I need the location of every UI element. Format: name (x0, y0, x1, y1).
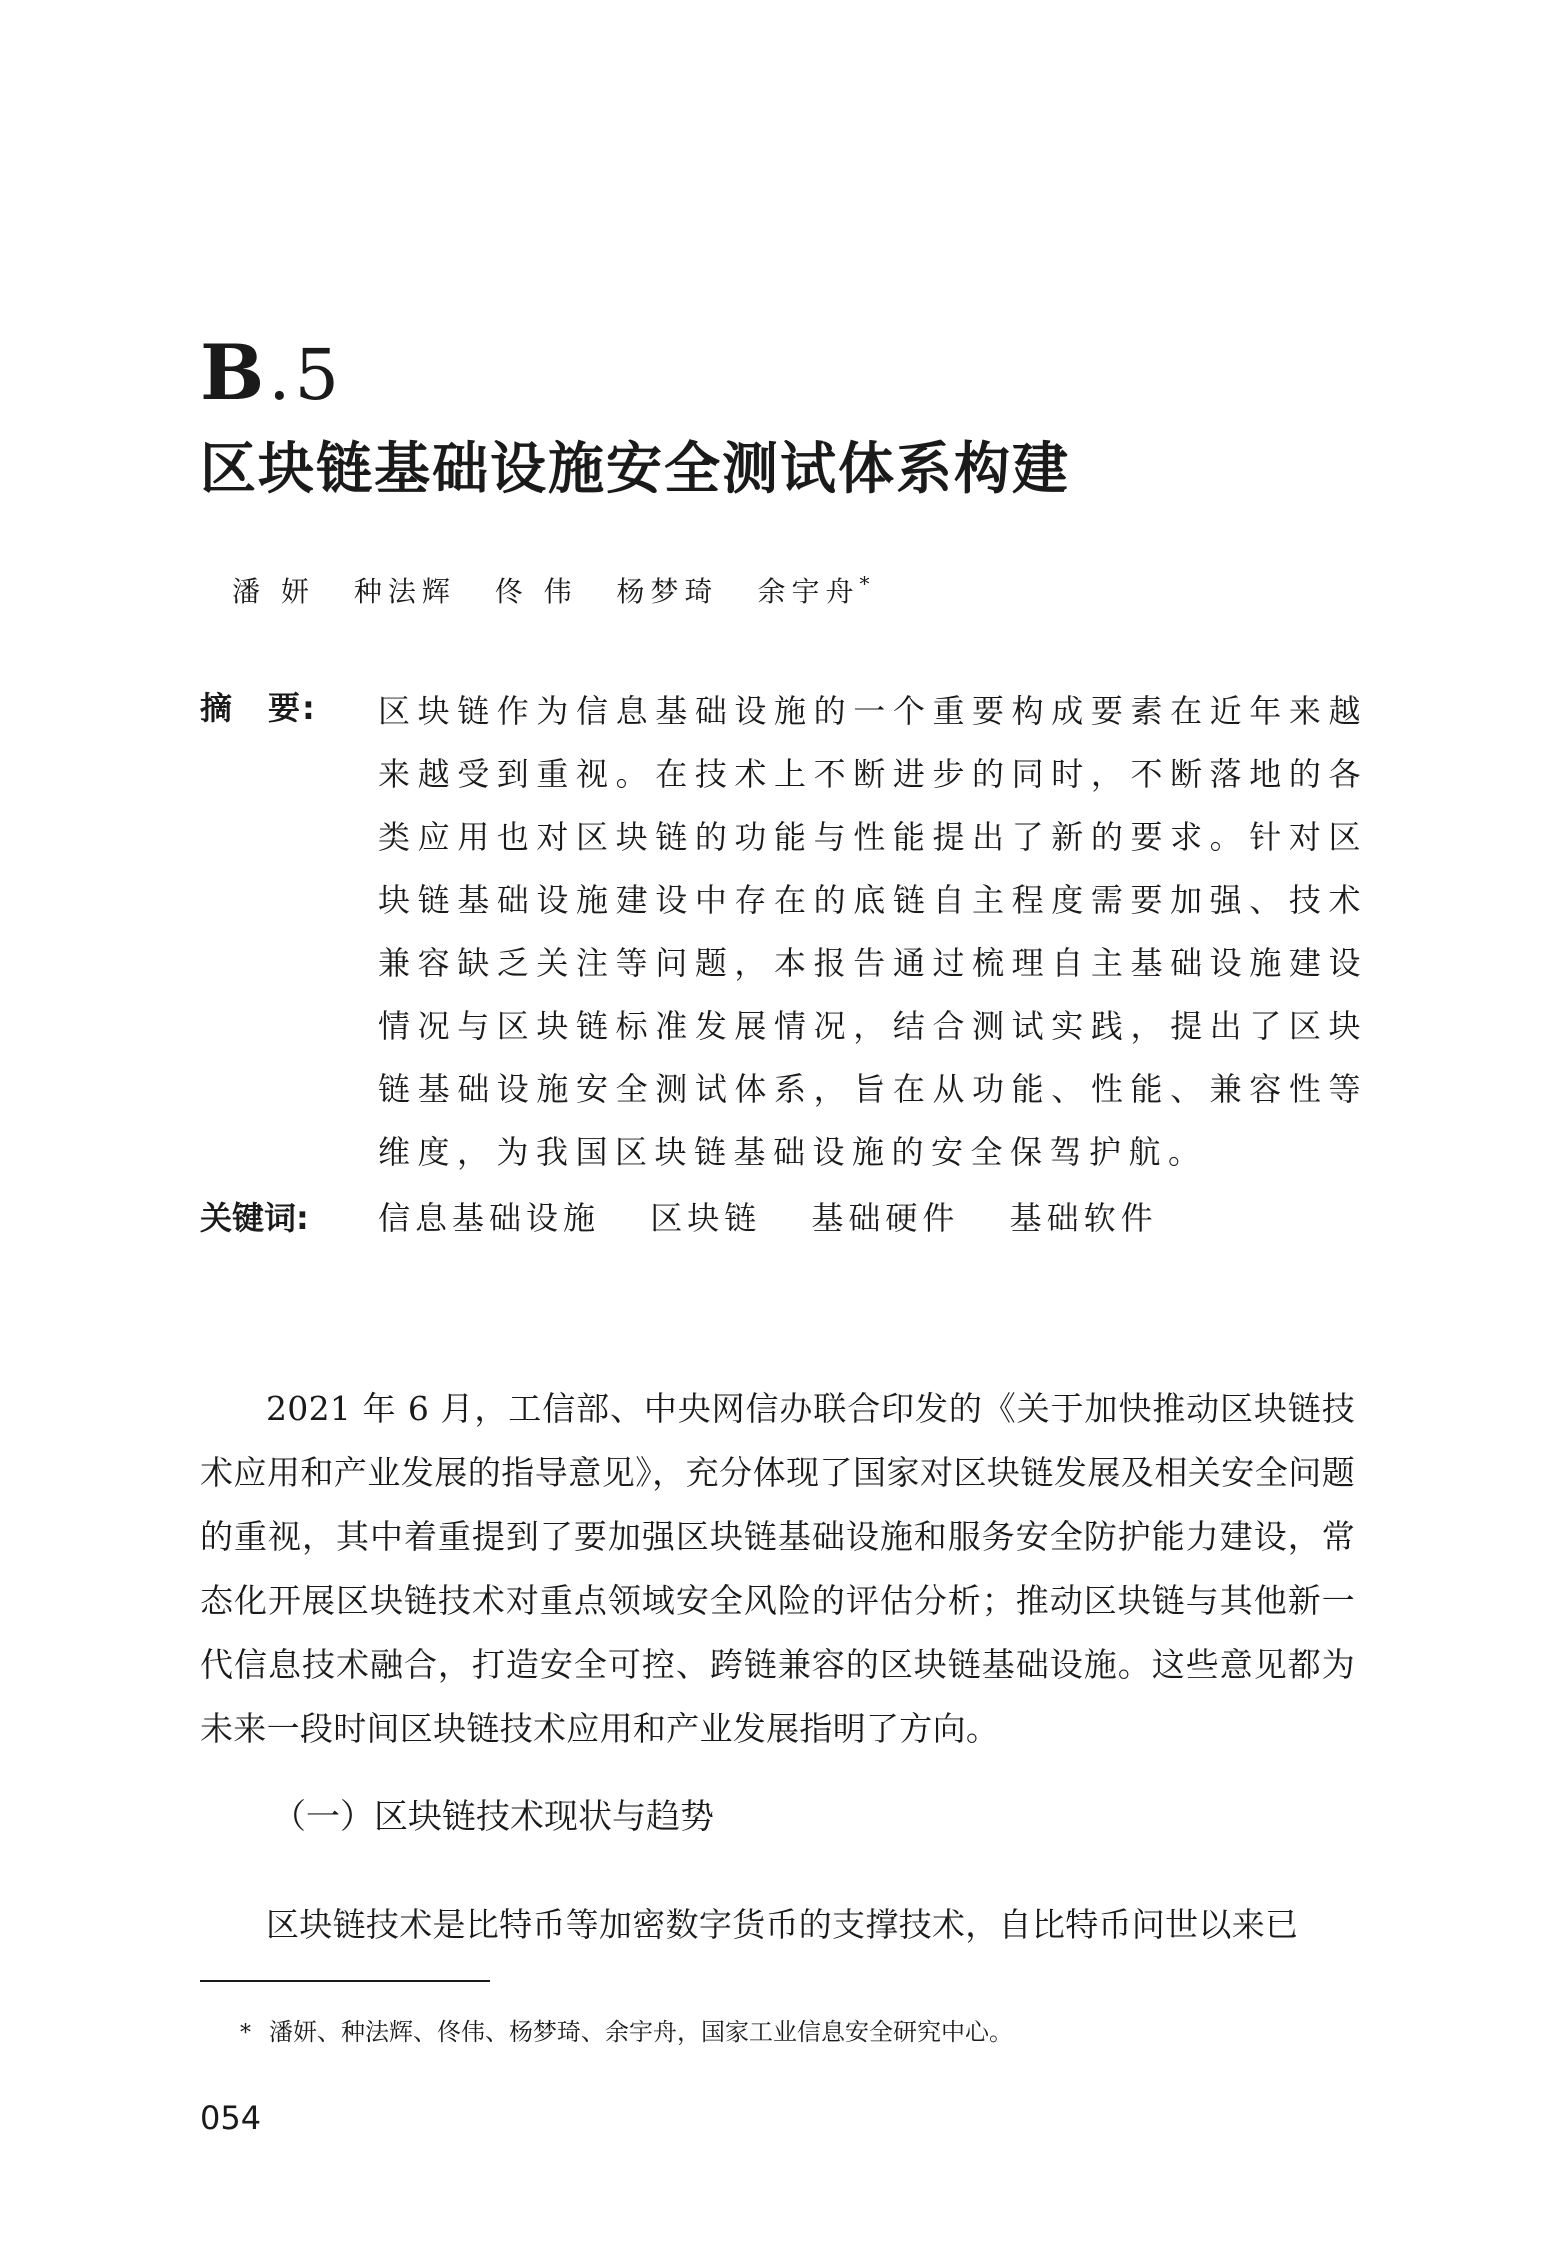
footnote-divider (200, 1980, 490, 1982)
chapter-number: .5 (268, 334, 344, 416)
chapter-label (200, 328, 344, 417)
keyword-2: 区块链 (650, 1199, 762, 1237)
chapter-title: 区块链基础设施安全测试体系构建 (200, 437, 1070, 502)
author-2: 种法辉 (353, 575, 456, 609)
author-4: 杨梦琦 (616, 575, 719, 609)
keywords-label: 关键词: (200, 1199, 309, 1237)
footnote (240, 2014, 1013, 2052)
section-heading: （一）区块链技术现状与趋势 (272, 1797, 714, 1837)
footnote-text: 潘妍、种法辉、佟伟、杨梦琦、余宇舟，国家工业信息安全研究中心。 (269, 2018, 1013, 2046)
keyword-3: 基础硬件 (811, 1199, 960, 1237)
page-number: 054 (200, 2099, 262, 2137)
author-5 (757, 572, 870, 609)
footnote-mark: * (240, 2021, 251, 2046)
body-paragraph-2: 区块链技术是比特币等加密数字货币的支撑技术，自比特币问世以来已 (266, 1905, 1299, 1944)
author-5-name: 余宇舟 (757, 575, 860, 609)
chapter-letter: B (200, 328, 269, 417)
keyword-1: 信息基础设施 (378, 1199, 601, 1237)
abstract-label: 摘 要: (200, 689, 317, 727)
keywords-list (378, 1190, 1198, 1246)
keyword-4: 基础软件 (1009, 1199, 1158, 1237)
author-list (232, 564, 869, 612)
author-3: 佟 伟 (494, 575, 578, 609)
abstract-text: 区块链作为信息基础设施的一个重要构成要素在近年来越来越受到重视。在技术上不断进步的同时，不断落地的各类应用也对区块链的功能与性能提出了新的要求。针对区块链基础设施建设中存在的底链自主程度需要加强、技术兼容缺乏关注等问题，本报告通过梳理自主基础设施建设情况与区块链标准发展情况，结合测试实践，提出了区块链基础设施安全测试体系，旨在从功能、性能、兼容性等维度，为我国区块链基础设施的安全保驾护航。 (378, 692, 1368, 1171)
author-footnote-mark: * (859, 572, 870, 596)
author-1: 潘 妍 (232, 575, 315, 609)
body-paragraph-1: 2021 年 6 月，工信部、中央网信办联合印发的《关于加快推动区块链技术应用和产业发展的指导意见》，充分体现了国家对区块链发展及相关安全问题的重视，其中着重提到了要加强区块链基础设施和服务安全防护能力建设，常态化开展区块链技术对重点领域安全风险的评估分析；推动区块链与其他新一代信息技术融合，打造安全可控、跨链兼容的区块链基础设施。这些意见都为未来一段时间区块链技术应用和产业发展指明了方向。 (200, 1389, 1355, 1748)
